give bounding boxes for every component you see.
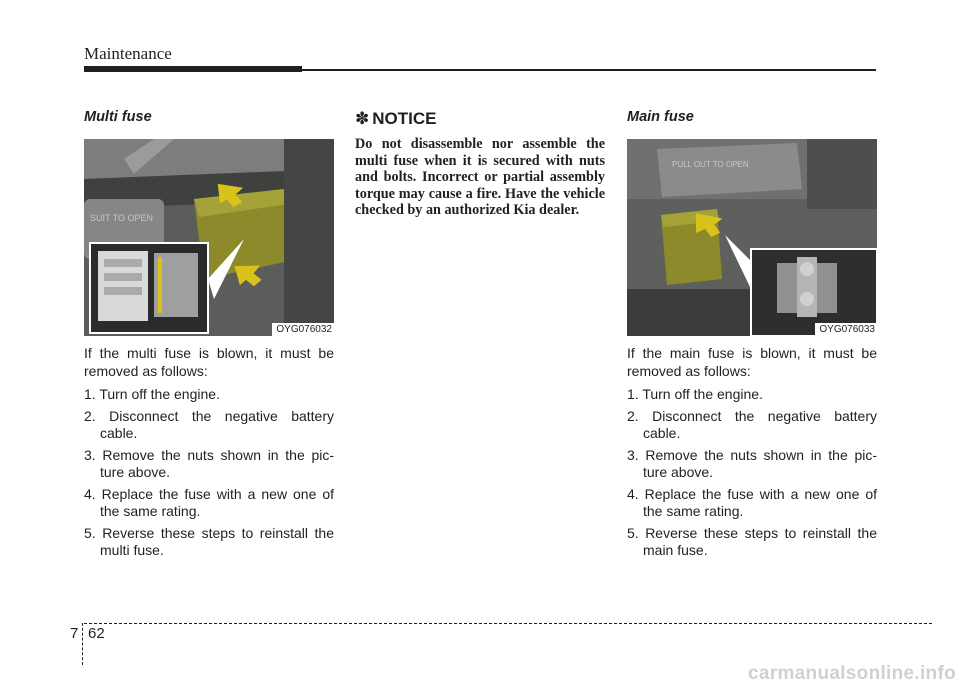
- notice-section: [355, 108, 605, 219]
- list-item: 5. Reverse these steps to reinstall the multi fuse.: [84, 524, 334, 558]
- watermark: carmanualsonline.info: [748, 663, 956, 684]
- footer-rule: [84, 623, 932, 624]
- main-fuse-steps: [627, 386, 877, 560]
- main-fuse-section: [627, 108, 877, 564]
- photo-label: PULL OUT TO OPEN: [672, 160, 749, 169]
- notice-heading: [355, 108, 605, 130]
- main-fuse-title: Main fuse: [627, 109, 694, 125]
- list-item: 2. Disconnect the negative battery cable.: [84, 407, 334, 441]
- list-item: 5. Reverse these steps to reinstall the main fuse.: [627, 524, 877, 558]
- photo-label: SUIT TO OPEN: [90, 213, 154, 223]
- footer-divider: [82, 623, 83, 665]
- asterisk-icon: ✽: [355, 109, 370, 128]
- main-fuse-photo: [627, 139, 877, 336]
- notice-title: NOTICE: [372, 109, 437, 128]
- multi-fuse-photo: [84, 139, 334, 336]
- list-item: 4. Replace the fuse with a new one of the same rating.: [84, 485, 334, 519]
- page-number: 62: [88, 625, 105, 642]
- list-item: 4. Replace the fuse with a new one of the same rating.: [627, 485, 877, 519]
- main-fuse-intro: If the main fuse is blown, it must be removed as follows:: [627, 345, 877, 379]
- multi-fuse-steps: [84, 386, 334, 560]
- multi-fuse-photo-code: OYG076032: [272, 323, 334, 336]
- multi-fuse-intro: If the multi fuse is blown, it must be removed as follows:: [84, 345, 334, 379]
- multi-fuse-title: Multi fuse: [84, 109, 152, 125]
- list-item: 2. Disconnect the negative battery cable.: [627, 407, 877, 441]
- list-item: 1. Turn off the engine.: [84, 386, 220, 402]
- list-item: 3. Remove the nuts shown in the pic- ture above.: [84, 446, 334, 480]
- multi-fuse-section: [84, 108, 334, 564]
- notice-body: Do not disassemble nor assemble the multi fuse when it is secured with nuts and bolts. Incorrect or partial assembly torque may cause a fire. Have the vehicle checked by an authorized Kia dealer.: [355, 136, 605, 219]
- page-header-title: Maintenance: [84, 44, 172, 63]
- list-item: 1. Turn off the engine.: [627, 386, 763, 402]
- header-rule: [302, 69, 876, 71]
- chapter-number: 7: [70, 625, 79, 642]
- list-item: 3. Remove the nuts shown in the pic- ture above.: [627, 446, 877, 480]
- header-bar: [84, 66, 302, 72]
- main-fuse-photo-code: OYG076033: [815, 323, 877, 336]
